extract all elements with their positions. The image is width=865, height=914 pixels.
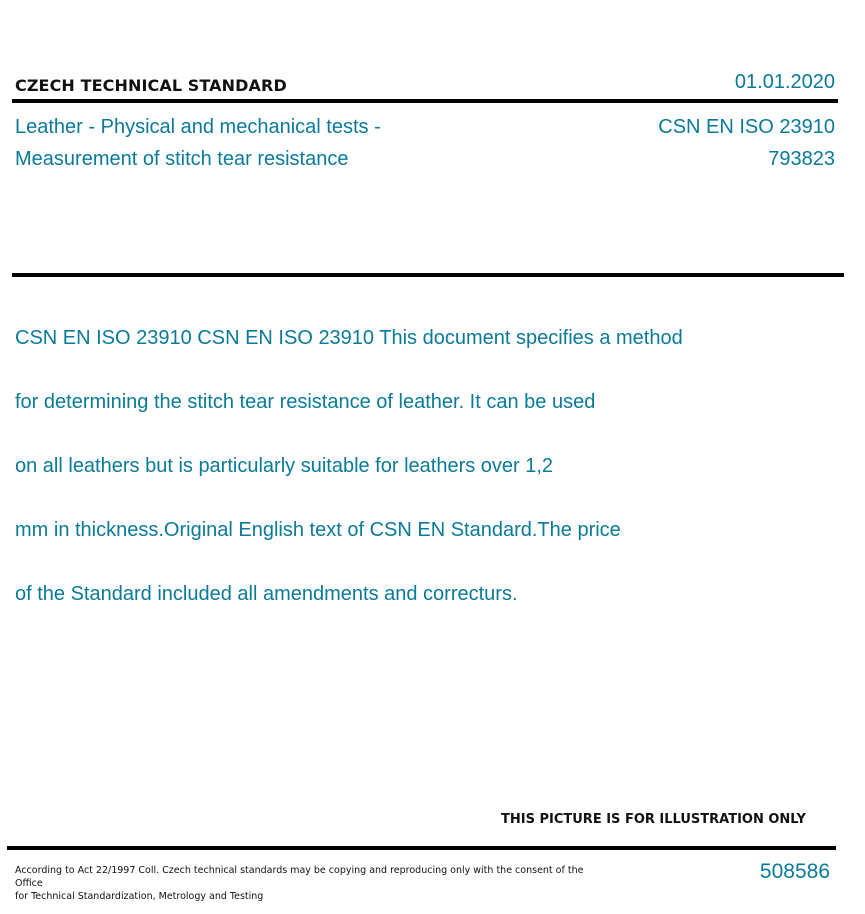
illustration-notice: THIS PICTURE IS FOR ILLUSTRATION ONLY bbox=[501, 812, 806, 827]
standard-number: CSN EN ISO 23910 bbox=[658, 116, 835, 138]
abstract-line: on all leathers but is particularly suitable for leathers over 1,2 bbox=[15, 455, 554, 477]
standard-type-label: CZECH TECHNICAL STANDARD bbox=[15, 76, 287, 95]
title-line-1: Leather - Physical and mechanical tests - bbox=[15, 116, 381, 138]
header-divider bbox=[12, 99, 838, 103]
document-id: 508586 bbox=[759, 860, 830, 883]
abstract-text bbox=[15, 290, 775, 642]
copyright-line-2: for Technical Standardization, Metrology and Testing bbox=[15, 891, 264, 902]
title-divider bbox=[12, 273, 844, 277]
copyright-line-1: According to Act 22/1997 Coll. Czech technical standards may be copying and reproducing only with the consent of the Office bbox=[15, 865, 584, 889]
abstract-line: for determining the stitch tear resistance of leather. It can be used bbox=[15, 391, 596, 413]
publication-date: 01.01.2020 bbox=[734, 71, 835, 93]
catalog-number: 793823 bbox=[768, 148, 835, 170]
abstract-line: mm in thickness.Original English text of CSN EN Standard.The price bbox=[15, 519, 621, 541]
footer-divider bbox=[7, 846, 836, 850]
abstract-line: CSN EN ISO 23910 CSN EN ISO 23910 This document specifies a method bbox=[15, 327, 683, 349]
abstract-line: of the Standard included all amendments and correcturs. bbox=[15, 583, 518, 605]
title-line-2: Measurement of stitch tear resistance bbox=[15, 148, 349, 170]
copyright-notice bbox=[15, 864, 595, 903]
